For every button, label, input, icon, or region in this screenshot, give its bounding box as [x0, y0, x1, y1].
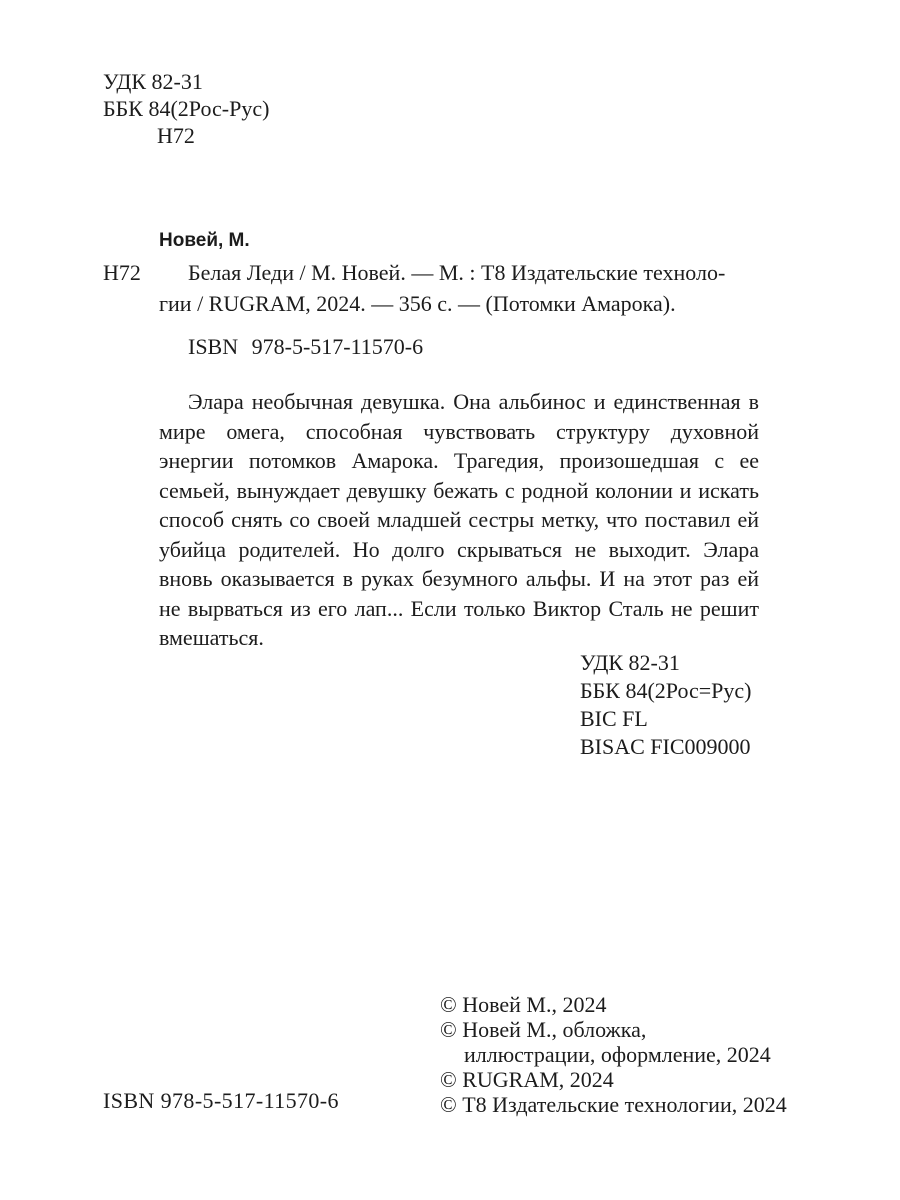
udk-code: УДК 82-31 — [580, 650, 680, 675]
bbk-code: ББК 84(2Рос=Рус) — [580, 678, 752, 703]
author-mark-code: Н72 — [157, 123, 195, 148]
bbk-code: ББК 84(2Рос-Рус) — [103, 96, 270, 121]
copyright-line: иллюстрации, оформление, 2024 — [464, 1042, 771, 1067]
bib-line: Белая Леди / М. Новей. — М. : Т8 Издательские техноло- — [188, 260, 726, 285]
author-mark: Н72 — [103, 260, 141, 285]
author-heading: Новей, М. — [159, 230, 250, 251]
isbn-entry: ISBN 978-5-517-11570-6 — [188, 334, 424, 359]
classification-block-right — [580, 649, 752, 761]
bibliographic-description — [159, 257, 758, 319]
bic-code: BIC FL — [580, 706, 648, 731]
copyright-line: © Т8 Издательские технологии, 2024 — [440, 1092, 787, 1117]
copyright-line: © Новей М., 2024 — [440, 992, 607, 1017]
copyright-line: © RUGRAM, 2024 — [440, 1067, 614, 1092]
classification-block-top — [103, 68, 269, 149]
book-annotation: Элара необычная девушка. Она альбинос и единственная в мире омега, способная чувствовать структуру духовной энергии потомков Амарока. Трагедия, произошедшая с ее семьей, вынуждает девушку бежать с родной колонии и искать способ снять со своей младшей сестры метку, что поставил ей убийца родителей. Но долго скрываться не выходит. Элара вновь оказывается в руках безумного альфы. И на этот раз ей не вырваться из его лап... Если только Виктор Сталь не решит вмешаться. — [159, 389, 759, 650]
udk-code: УДК 82-31 — [103, 69, 203, 94]
bisac-code: BISAC FIC009000 — [580, 734, 751, 759]
bib-line: гии / RUGRAM, 2024. — 356 с. — (Потомки Амарока). — [159, 291, 676, 316]
isbn-bottom: ISBN 978-5-517-11570-6 — [103, 1088, 339, 1113]
copyright-block — [440, 992, 787, 1117]
copyright-line: © Новей М., обложка, — [440, 1017, 647, 1042]
